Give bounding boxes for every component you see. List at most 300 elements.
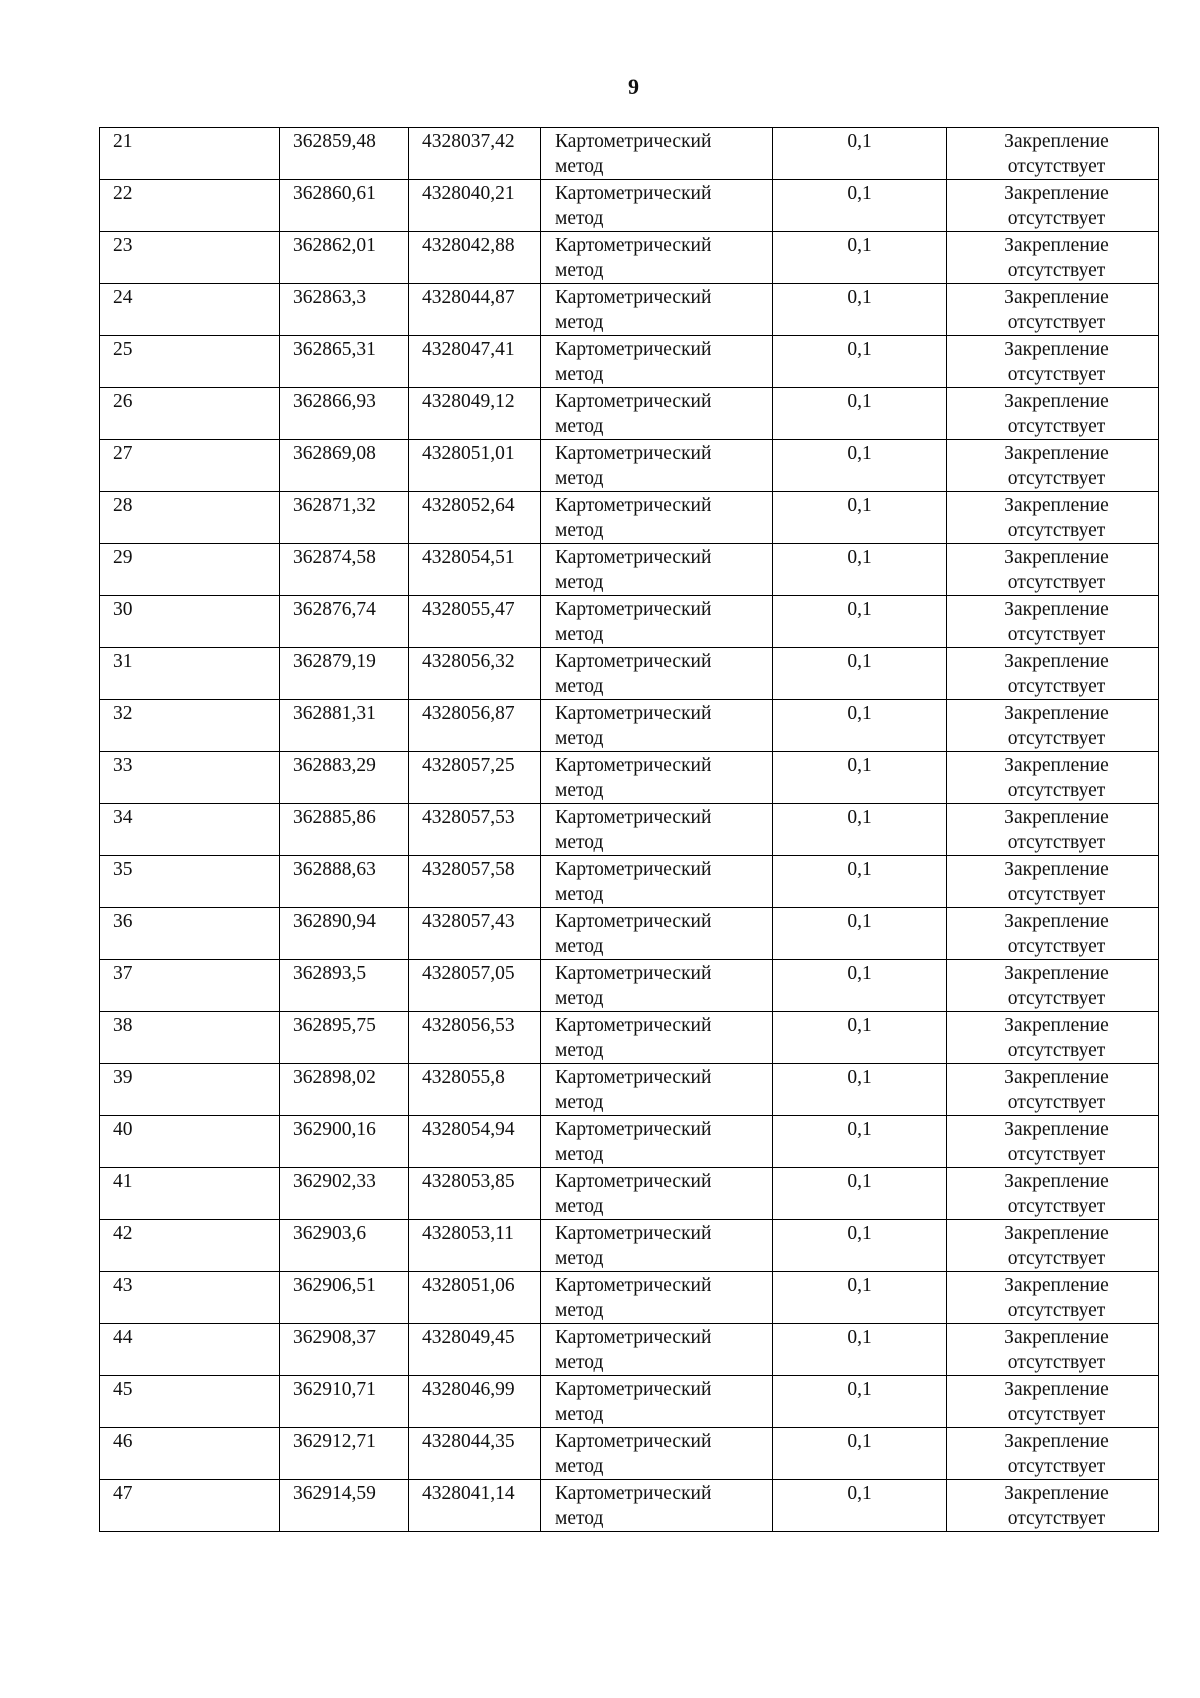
point-number: 38 — [113, 1015, 133, 1036]
y-coordinate: 4328047,41 — [422, 339, 515, 360]
x-coordinate-cell — [280, 596, 409, 648]
accuracy-cell — [773, 1168, 947, 1220]
fixation-cell — [947, 180, 1159, 232]
accuracy-cell — [773, 752, 947, 804]
accuracy-cell — [773, 804, 947, 856]
accuracy-value: 0,1 — [847, 1327, 872, 1348]
method-line-1: Картометрический — [555, 495, 712, 516]
method-line-1: Картометрический — [555, 911, 712, 932]
method-line-2: метод — [555, 312, 604, 333]
fixation-line-2: отсутствует — [1007, 676, 1106, 697]
x-coordinate: 362900,16 — [293, 1119, 376, 1140]
point-number-cell — [100, 1168, 280, 1220]
table-row — [100, 1064, 1159, 1116]
point-number-cell — [100, 700, 280, 752]
fixation-cell — [947, 700, 1159, 752]
fixation-cell — [947, 596, 1159, 648]
y-coordinate-cell — [409, 1116, 541, 1168]
point-number-cell — [100, 960, 280, 1012]
point-number-cell — [100, 1428, 280, 1480]
method-line-1: Картометрический — [555, 755, 712, 776]
fixation-cell — [947, 960, 1159, 1012]
fixation-line-2: отсутствует — [1007, 832, 1106, 853]
table-row — [100, 1324, 1159, 1376]
x-coordinate-cell — [280, 388, 409, 440]
fixation-line-2: отсутствует — [1007, 624, 1106, 645]
x-coordinate: 362906,51 — [293, 1275, 376, 1296]
table-row — [100, 1012, 1159, 1064]
fixation-cell — [947, 1116, 1159, 1168]
fixation-line-2: отсутствует — [1007, 1196, 1106, 1217]
accuracy-cell — [773, 1272, 947, 1324]
method-line-2: метод — [555, 1300, 604, 1321]
method-cell — [541, 544, 773, 596]
method-cell — [541, 1324, 773, 1376]
table-row — [100, 544, 1159, 596]
fixation-line-2: отсутствует — [1007, 884, 1106, 905]
point-number-cell — [100, 804, 280, 856]
y-coordinate-cell — [409, 180, 541, 232]
accuracy-cell — [773, 908, 947, 960]
y-coordinate: 4328049,12 — [422, 391, 515, 412]
fixation-line-2: отсутствует — [1007, 1456, 1106, 1477]
fixation-cell — [947, 1220, 1159, 1272]
method-cell — [541, 1220, 773, 1272]
method-cell — [541, 1064, 773, 1116]
fixation-line-2: отсутствует — [1007, 364, 1106, 385]
method-line-2: метод — [555, 780, 604, 801]
method-line-2: метод — [555, 988, 604, 1009]
method-line-2: метод — [555, 1092, 604, 1113]
fixation-cell — [947, 1376, 1159, 1428]
point-number: 22 — [113, 183, 133, 204]
point-number-cell — [100, 752, 280, 804]
y-coordinate-cell — [409, 596, 541, 648]
method-cell — [541, 440, 773, 492]
fixation-line-1: Закрепление — [1004, 1327, 1109, 1348]
fixation-cell — [947, 648, 1159, 700]
fixation-line-1: Закрепление — [1004, 495, 1109, 516]
accuracy-value: 0,1 — [847, 1015, 872, 1036]
y-coordinate: 4328042,88 — [422, 235, 515, 256]
fixation-line-1: Закрепление — [1004, 183, 1109, 204]
point-number: 23 — [113, 235, 133, 256]
fixation-line-1: Закрепление — [1004, 1223, 1109, 1244]
x-coordinate: 362898,02 — [293, 1067, 376, 1088]
point-number: 29 — [113, 547, 133, 568]
method-line-2: метод — [555, 364, 604, 385]
fixation-line-1: Закрепление — [1004, 651, 1109, 672]
method-line-1: Картометрический — [555, 1171, 712, 1192]
x-coordinate-cell — [280, 492, 409, 544]
method-line-1: Картометрический — [555, 1483, 712, 1504]
x-coordinate: 362874,58 — [293, 547, 376, 568]
method-line-1: Картометрический — [555, 131, 712, 152]
method-line-1: Картометрический — [555, 599, 712, 620]
method-line-2: метод — [555, 416, 604, 437]
method-cell — [541, 1012, 773, 1064]
method-line-2: метод — [555, 468, 604, 489]
point-number-cell — [100, 440, 280, 492]
x-coordinate: 362895,75 — [293, 1015, 376, 1036]
fixation-line-2: отсутствует — [1007, 1300, 1106, 1321]
accuracy-cell — [773, 1064, 947, 1116]
method-line-1: Картометрический — [555, 1327, 712, 1348]
y-coordinate: 4328057,53 — [422, 807, 515, 828]
fixation-line-2: отсутствует — [1007, 936, 1106, 957]
x-coordinate: 362881,31 — [293, 703, 376, 724]
fixation-line-2: отсутствует — [1007, 312, 1106, 333]
fixation-cell — [947, 388, 1159, 440]
point-number: 24 — [113, 287, 133, 308]
method-line-1: Картометрический — [555, 1223, 712, 1244]
x-coordinate-cell — [280, 752, 409, 804]
fixation-cell — [947, 336, 1159, 388]
fixation-line-1: Закрепление — [1004, 339, 1109, 360]
accuracy-value: 0,1 — [847, 443, 872, 464]
y-coordinate-cell — [409, 700, 541, 752]
x-coordinate-cell — [280, 908, 409, 960]
fixation-cell — [947, 1324, 1159, 1376]
accuracy-value: 0,1 — [847, 235, 872, 256]
point-number-cell — [100, 284, 280, 336]
point-number-cell — [100, 908, 280, 960]
x-coordinate: 362910,71 — [293, 1379, 376, 1400]
method-line-2: метод — [555, 1196, 604, 1217]
coordinates-table-body — [100, 128, 1159, 1532]
y-coordinate: 4328051,01 — [422, 443, 515, 464]
fixation-cell — [947, 440, 1159, 492]
method-line-2: метод — [555, 1248, 604, 1269]
x-coordinate-cell — [280, 1376, 409, 1428]
accuracy-value: 0,1 — [847, 1067, 872, 1088]
point-number-cell — [100, 1064, 280, 1116]
accuracy-value: 0,1 — [847, 183, 872, 204]
accuracy-value: 0,1 — [847, 755, 872, 776]
method-line-2: метод — [555, 676, 604, 697]
method-cell — [541, 232, 773, 284]
x-coordinate-cell — [280, 1324, 409, 1376]
table-row — [100, 1480, 1159, 1532]
x-coordinate: 362914,59 — [293, 1483, 376, 1504]
method-cell — [541, 752, 773, 804]
y-coordinate: 4328053,85 — [422, 1171, 515, 1192]
table-row — [100, 440, 1159, 492]
fixation-line-1: Закрепление — [1004, 859, 1109, 880]
x-coordinate-cell — [280, 648, 409, 700]
x-coordinate-cell — [280, 1064, 409, 1116]
table-row — [100, 336, 1159, 388]
fixation-cell — [947, 1012, 1159, 1064]
x-coordinate-cell — [280, 544, 409, 596]
accuracy-cell — [773, 232, 947, 284]
y-coordinate: 4328052,64 — [422, 495, 515, 516]
x-coordinate: 362863,3 — [293, 287, 367, 308]
accuracy-cell — [773, 856, 947, 908]
point-number: 35 — [113, 859, 133, 880]
table-row — [100, 1428, 1159, 1480]
point-number: 45 — [113, 1379, 133, 1400]
x-coordinate: 362865,31 — [293, 339, 376, 360]
method-line-1: Картометрический — [555, 859, 712, 880]
method-line-1: Картометрический — [555, 1067, 712, 1088]
method-line-1: Картометрический — [555, 235, 712, 256]
fixation-cell — [947, 1428, 1159, 1480]
table-row — [100, 232, 1159, 284]
fixation-line-2: отсутствует — [1007, 1144, 1106, 1165]
fixation-line-1: Закрепление — [1004, 547, 1109, 568]
accuracy-cell — [773, 700, 947, 752]
point-number-cell — [100, 856, 280, 908]
accuracy-value: 0,1 — [847, 911, 872, 932]
accuracy-value: 0,1 — [847, 599, 872, 620]
point-number-cell — [100, 1116, 280, 1168]
y-coordinate-cell — [409, 284, 541, 336]
fixation-line-2: отсутствует — [1007, 988, 1106, 1009]
x-coordinate: 362871,32 — [293, 495, 376, 516]
method-line-1: Картометрический — [555, 183, 712, 204]
table-row — [100, 960, 1159, 1012]
fixation-cell — [947, 544, 1159, 596]
accuracy-value: 0,1 — [847, 1483, 872, 1504]
method-cell — [541, 1168, 773, 1220]
fixation-cell — [947, 1064, 1159, 1116]
method-cell — [541, 1116, 773, 1168]
method-cell — [541, 700, 773, 752]
fixation-line-1: Закрепление — [1004, 1015, 1109, 1036]
method-line-2: метод — [555, 520, 604, 541]
fixation-line-2: отсутствует — [1007, 728, 1106, 749]
method-line-1: Картометрический — [555, 547, 712, 568]
x-coordinate-cell — [280, 804, 409, 856]
table-row — [100, 284, 1159, 336]
method-cell — [541, 908, 773, 960]
accuracy-cell — [773, 596, 947, 648]
point-number: 39 — [113, 1067, 133, 1088]
accuracy-value: 0,1 — [847, 495, 872, 516]
y-coordinate: 4328056,53 — [422, 1015, 515, 1036]
point-number-cell — [100, 1376, 280, 1428]
point-number: 44 — [113, 1327, 133, 1348]
accuracy-value: 0,1 — [847, 131, 872, 152]
x-coordinate: 362866,93 — [293, 391, 376, 412]
table-row — [100, 856, 1159, 908]
x-coordinate: 362890,94 — [293, 911, 376, 932]
fixation-line-2: отсутствует — [1007, 1508, 1106, 1529]
fixation-line-1: Закрепление — [1004, 443, 1109, 464]
accuracy-cell — [773, 648, 947, 700]
point-number: 21 — [113, 131, 133, 152]
method-line-1: Картометрический — [555, 1275, 712, 1296]
method-line-1: Картометрический — [555, 287, 712, 308]
table-row — [100, 648, 1159, 700]
x-coordinate: 362888,63 — [293, 859, 376, 880]
point-number: 40 — [113, 1119, 133, 1140]
method-line-2: метод — [555, 1456, 604, 1477]
fixation-line-1: Закрепление — [1004, 287, 1109, 308]
fixation-cell — [947, 1272, 1159, 1324]
x-coordinate-cell — [280, 180, 409, 232]
x-coordinate-cell — [280, 856, 409, 908]
y-coordinate: 4328057,58 — [422, 859, 515, 880]
accuracy-value: 0,1 — [847, 1119, 872, 1140]
table-row — [100, 180, 1159, 232]
accuracy-cell — [773, 1324, 947, 1376]
point-number-cell — [100, 1324, 280, 1376]
fixation-line-2: отсутствует — [1007, 260, 1106, 281]
y-coordinate-cell — [409, 128, 541, 180]
fixation-line-1: Закрепление — [1004, 391, 1109, 412]
fixation-line-1: Закрепление — [1004, 1171, 1109, 1192]
accuracy-cell — [773, 1220, 947, 1272]
method-line-2: метод — [555, 156, 604, 177]
point-number-cell — [100, 648, 280, 700]
y-coordinate-cell — [409, 1012, 541, 1064]
accuracy-cell — [773, 336, 947, 388]
fixation-line-1: Закрепление — [1004, 1119, 1109, 1140]
accuracy-cell — [773, 1480, 947, 1532]
accuracy-cell — [773, 180, 947, 232]
x-coordinate-cell — [280, 1116, 409, 1168]
point-number: 41 — [113, 1171, 133, 1192]
point-number: 32 — [113, 703, 133, 724]
x-coordinate-cell — [280, 128, 409, 180]
table-row — [100, 908, 1159, 960]
fixation-line-1: Закрепление — [1004, 235, 1109, 256]
method-cell — [541, 960, 773, 1012]
x-coordinate-cell — [280, 1272, 409, 1324]
y-coordinate-cell — [409, 648, 541, 700]
y-coordinate: 4328046,99 — [422, 1379, 515, 1400]
y-coordinate-cell — [409, 804, 541, 856]
y-coordinate-cell — [409, 1272, 541, 1324]
x-coordinate: 362908,37 — [293, 1327, 376, 1348]
y-coordinate-cell — [409, 388, 541, 440]
y-coordinate-cell — [409, 908, 541, 960]
point-number-cell — [100, 1220, 280, 1272]
x-coordinate: 362903,6 — [293, 1223, 367, 1244]
x-coordinate-cell — [280, 700, 409, 752]
fixation-line-2: отсутствует — [1007, 208, 1106, 229]
method-cell — [541, 180, 773, 232]
accuracy-value: 0,1 — [847, 651, 872, 672]
point-number-cell — [100, 492, 280, 544]
x-coordinate: 362862,01 — [293, 235, 376, 256]
fixation-line-1: Закрепление — [1004, 755, 1109, 776]
table-row — [100, 752, 1159, 804]
x-coordinate-cell — [280, 440, 409, 492]
y-coordinate-cell — [409, 752, 541, 804]
x-coordinate-cell — [280, 1480, 409, 1532]
y-coordinate-cell — [409, 1064, 541, 1116]
fixation-cell — [947, 492, 1159, 544]
y-coordinate: 4328057,43 — [422, 911, 515, 932]
y-coordinate: 4328056,87 — [422, 703, 515, 724]
fixation-cell — [947, 1168, 1159, 1220]
fixation-line-1: Закрепление — [1004, 911, 1109, 932]
fixation-line-1: Закрепление — [1004, 131, 1109, 152]
table-row — [100, 1168, 1159, 1220]
method-cell — [541, 648, 773, 700]
accuracy-cell — [773, 1428, 947, 1480]
fixation-line-2: отсутствует — [1007, 572, 1106, 593]
point-number: 42 — [113, 1223, 133, 1244]
fixation-cell — [947, 856, 1159, 908]
method-line-1: Картометрический — [555, 443, 712, 464]
y-coordinate: 4328040,21 — [422, 183, 515, 204]
point-number-cell — [100, 388, 280, 440]
point-number-cell — [100, 544, 280, 596]
y-coordinate: 4328041,14 — [422, 1483, 515, 1504]
y-coordinate-cell — [409, 1220, 541, 1272]
fixation-line-2: отсутствует — [1007, 1040, 1106, 1061]
accuracy-cell — [773, 440, 947, 492]
method-line-2: метод — [555, 1508, 604, 1529]
method-cell — [541, 388, 773, 440]
fixation-line-2: отсутствует — [1007, 1092, 1106, 1113]
point-number: 26 — [113, 391, 133, 412]
method-cell — [541, 856, 773, 908]
y-coordinate: 4328055,8 — [422, 1067, 505, 1088]
x-coordinate: 362902,33 — [293, 1171, 376, 1192]
y-coordinate-cell — [409, 1428, 541, 1480]
x-coordinate-cell — [280, 336, 409, 388]
method-line-2: метод — [555, 1404, 604, 1425]
method-line-2: метод — [555, 624, 604, 645]
x-coordinate-cell — [280, 232, 409, 284]
accuracy-value: 0,1 — [847, 1431, 872, 1452]
x-coordinate: 362876,74 — [293, 599, 376, 620]
x-coordinate: 362885,86 — [293, 807, 376, 828]
point-number: 33 — [113, 755, 133, 776]
accuracy-value: 0,1 — [847, 859, 872, 880]
point-number: 34 — [113, 807, 133, 828]
method-line-1: Картометрический — [555, 1015, 712, 1036]
table-row — [100, 128, 1159, 180]
method-line-1: Картометрический — [555, 339, 712, 360]
x-coordinate-cell — [280, 960, 409, 1012]
point-number: 31 — [113, 651, 133, 672]
accuracy-value: 0,1 — [847, 287, 872, 308]
accuracy-cell — [773, 128, 947, 180]
accuracy-cell — [773, 1116, 947, 1168]
y-coordinate: 4328044,87 — [422, 287, 515, 308]
x-coordinate: 362879,19 — [293, 651, 376, 672]
x-coordinate-cell — [280, 1168, 409, 1220]
accuracy-cell — [773, 492, 947, 544]
accuracy-cell — [773, 1012, 947, 1064]
accuracy-value: 0,1 — [847, 391, 872, 412]
accuracy-cell — [773, 284, 947, 336]
x-coordinate-cell — [280, 1012, 409, 1064]
method-line-2: метод — [555, 1352, 604, 1373]
point-number: 46 — [113, 1431, 133, 1452]
table-row — [100, 1116, 1159, 1168]
x-coordinate: 362912,71 — [293, 1431, 376, 1452]
y-coordinate-cell — [409, 440, 541, 492]
point-number-cell — [100, 1272, 280, 1324]
point-number: 28 — [113, 495, 133, 516]
accuracy-value: 0,1 — [847, 703, 872, 724]
method-cell — [541, 128, 773, 180]
method-line-1: Картометрический — [555, 807, 712, 828]
fixation-line-2: отсутствует — [1007, 1248, 1106, 1269]
y-coordinate-cell — [409, 1168, 541, 1220]
method-cell — [541, 1480, 773, 1532]
x-coordinate-cell — [280, 1428, 409, 1480]
x-coordinate: 362860,61 — [293, 183, 376, 204]
fixation-cell — [947, 1480, 1159, 1532]
